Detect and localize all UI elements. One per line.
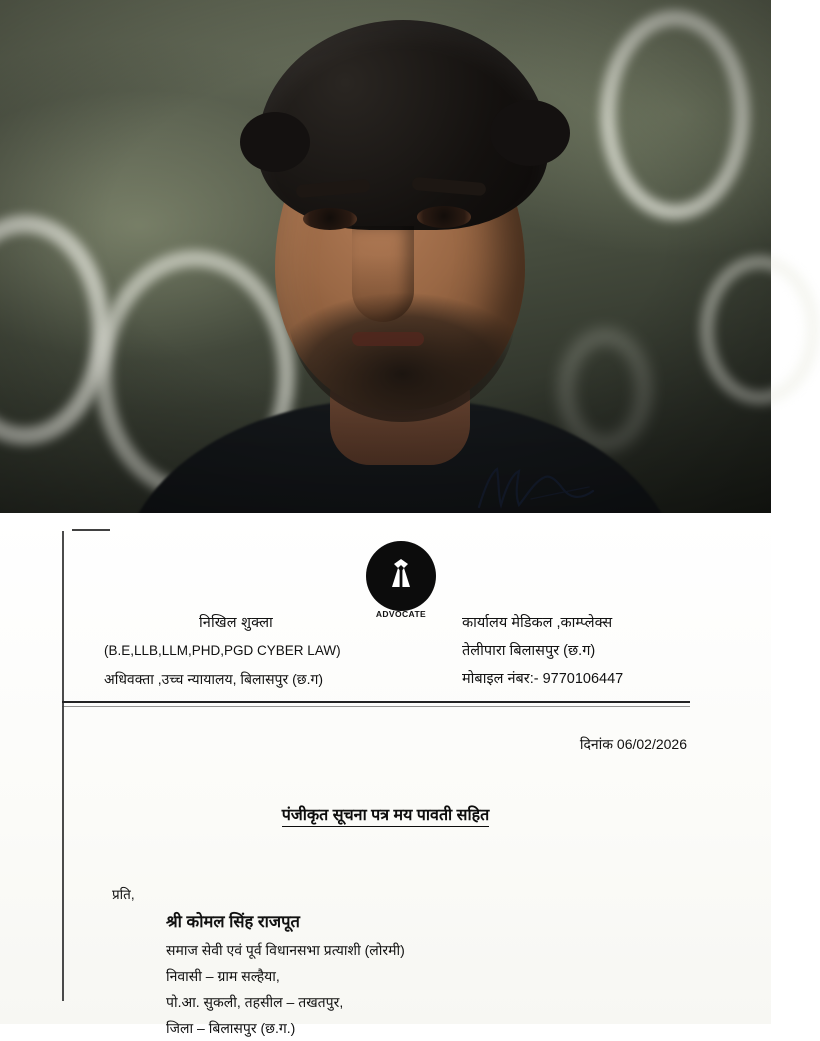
advocate-bands-icon [366, 541, 436, 611]
letter-subject [0, 803, 771, 825]
portrait-photo [0, 0, 771, 513]
logo-caption: ADVOCATE [375, 609, 427, 619]
advocate-role: अधिवक्ता ,उच्च न्यायालय, बिलासपुर (छ.ग) [104, 671, 324, 687]
recipient-address-block [166, 909, 405, 1036]
letter-document [0, 513, 771, 1036]
address-line: पो.आ. सुकली, तहसील – तखतपुर, [166, 994, 344, 1010]
recipient-name: श्री कोमल सिंह राजपूत [166, 913, 300, 931]
letter-subject-text: पंजीकृत सूचना पत्र मय पावती सहित [282, 807, 489, 827]
letter-date: दिनांक 06/02/2026 [579, 736, 687, 752]
letterhead-divider-secondary [62, 706, 690, 707]
letterhead-left-block [104, 609, 394, 693]
recipient-label: प्रति, [112, 887, 135, 902]
top-margin-mark [72, 529, 110, 531]
handwritten-signature [471, 461, 621, 513]
address-line: निवासी – ग्राम सल्हैया, [166, 968, 280, 984]
office-address-line-1: कार्यालय मेडिकल ,काम्प्लेक्स [462, 615, 613, 631]
office-mobile-number: मोबाइल नंबर:- 9770106447 [462, 671, 624, 687]
photo-vignette [0, 0, 771, 513]
letterhead-right-block [462, 609, 712, 693]
address-line: समाज सेवी एवं पूर्व विधानसभा प्रत्याशी (लोरमी) [166, 942, 405, 958]
letterhead-divider [62, 701, 690, 703]
advocate-degrees: (B.E,LLB,LLM,PHD,PGD CYBER LAW) [104, 643, 341, 658]
address-line: जिला – बिलासपुर (छ.ग.) [166, 1020, 296, 1036]
advocate-name: निखिल शुक्ला [198, 615, 274, 631]
office-address-line-2: तेलीपारा बिलासपुर (छ.ग) [462, 643, 596, 659]
left-margin-rule [62, 531, 64, 1001]
